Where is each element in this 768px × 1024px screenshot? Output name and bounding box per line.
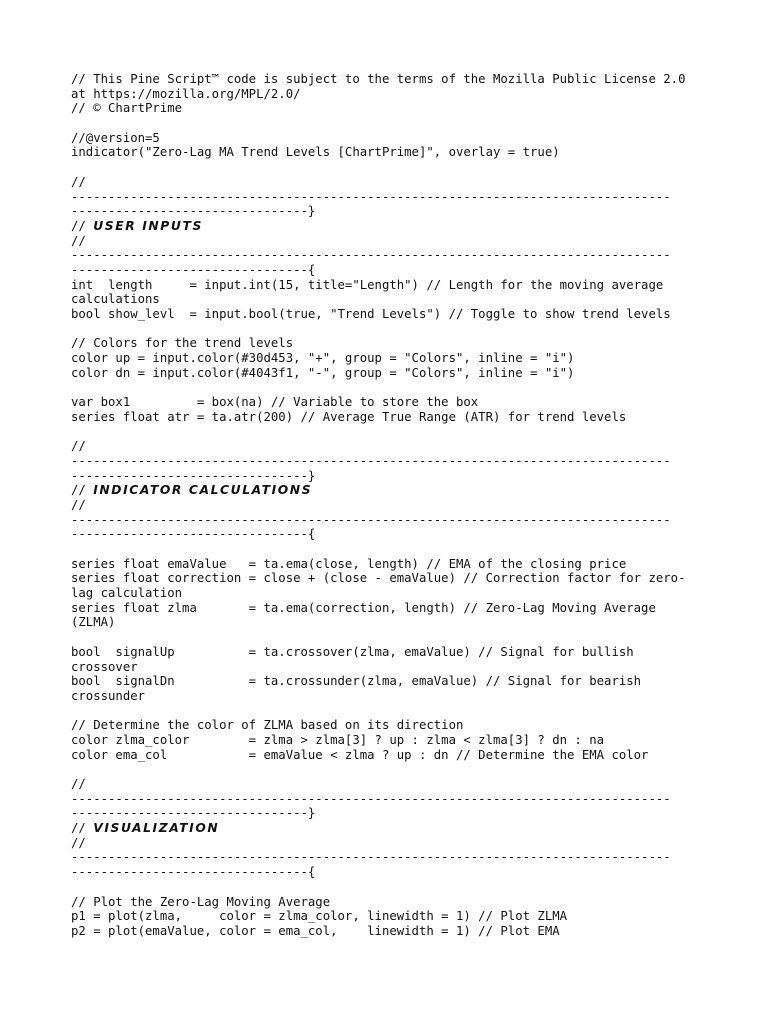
version-line: //@version=5 xyxy=(71,130,160,145)
heading-title-inputs: USER INPUTS xyxy=(93,218,203,233)
code-document xyxy=(71,72,711,939)
code-line: bool signalUp = ta.crossover(zlma, emaValue) // Signal for bullish xyxy=(71,644,634,659)
code-line: color up = input.color(#30d453, "+", group = "Colors", inline = "i") xyxy=(71,351,575,366)
code-comment: // Determine the color of ZLMA based on its direction xyxy=(71,718,464,733)
code-line: (ZLMA) xyxy=(71,615,116,630)
copyright-line: // © ChartPrime xyxy=(71,101,183,116)
divider-comment: // xyxy=(71,233,86,248)
divider-comment: // xyxy=(71,174,86,189)
code-line: int length = input.int(15, title="Length") // Length for the moving average xyxy=(71,277,664,292)
code-line: crossunder xyxy=(71,688,146,703)
code-line: series float correction = close + (close - emaValue) // Correction factor for zero- xyxy=(71,571,686,586)
license-line-2: at https://mozilla.org/MPL/2.0/ xyxy=(71,86,301,101)
divider-open: --------------------------------{ xyxy=(71,865,316,880)
code-line: series float emaValue = ta.ema(close, length) // EMA of the closing price xyxy=(71,556,627,571)
divider-comment: // xyxy=(71,497,86,512)
code-line: series float zlma = ta.ema(correction, length) // Zero-Lag Moving Average xyxy=(71,600,656,615)
code-line: color zlma_color = zlma > zlma[3] ? up : zlma < zlma[3] ? dn : na xyxy=(71,732,605,747)
divider-long: --------------------------------------------------------------------------------- xyxy=(71,850,671,865)
section-heading-inputs xyxy=(71,219,711,234)
code-line: crossover xyxy=(71,659,138,674)
divider-close: --------------------------------} xyxy=(71,204,316,219)
divider-long: --------------------------------------------------------------------------------- xyxy=(71,791,671,806)
divider-close: --------------------------------} xyxy=(71,806,316,821)
license-line-1: // This Pine Script™ code is subject to the terms of the Mozilla Public License 2.0 xyxy=(71,72,686,86)
section-heading-visualization xyxy=(71,821,711,836)
heading-title-calculations: INDICATOR CALCULATIONS xyxy=(93,483,313,498)
divider-comment: // xyxy=(71,439,86,454)
divider-long: --------------------------------------------------------------------------------- xyxy=(71,453,671,468)
heading-title-visualization: VISUALIZATION xyxy=(93,821,220,836)
heading-prefix: // xyxy=(71,483,94,498)
code-line: color ema_col = emaValue < zlma ? up : dn // Determine the EMA color xyxy=(71,747,649,762)
code-line: color dn = input.color(#4043f1, "-", group = "Colors", inline = "i") xyxy=(71,365,575,380)
code-line: p1 = plot(zlma, color = zlma_color, linewidth = 1) // Plot ZLMA xyxy=(71,909,568,924)
code-comment: // Plot the Zero-Lag Moving Average xyxy=(71,894,331,909)
section-heading-calculations xyxy=(71,483,711,498)
heading-prefix: // xyxy=(71,218,94,233)
divider-close: --------------------------------} xyxy=(71,468,316,483)
divider-comment: // xyxy=(71,777,86,791)
divider-long: --------------------------------------------------------------------------------- xyxy=(71,512,671,527)
divider-open: --------------------------------{ xyxy=(71,527,316,542)
code-line: lag calculation xyxy=(71,586,183,601)
code-line: series float atr = ta.atr(200) // Average True Range (ATR) for trend levels xyxy=(71,409,627,424)
code-line: var box1 = box(na) // Variable to store the box xyxy=(71,395,479,410)
divider-comment: // xyxy=(71,835,86,850)
code-comment: // Colors for the trend levels xyxy=(71,336,294,351)
heading-prefix: // xyxy=(71,821,94,836)
indicator-line: indicator("Zero-Lag MA Trend Levels [ChartPrime]", overlay = true) xyxy=(71,145,560,160)
code-line: bool show_levl = input.bool(true, "Trend Levels") // Toggle to show trend levels xyxy=(71,307,671,321)
code-line: bool signalDn = ta.crossunder(zlma, emaValue) // Signal for bearish xyxy=(71,674,642,689)
divider-long: --------------------------------------------------------------------------------- xyxy=(71,248,671,263)
divider-long: --------------------------------------------------------------------------------- xyxy=(71,189,671,204)
divider-open: --------------------------------{ xyxy=(71,262,316,277)
code-line: p2 = plot(emaValue, color = ema_col, linewidth = 1) // Plot EMA xyxy=(71,923,560,938)
code-line: calculations xyxy=(71,292,160,307)
